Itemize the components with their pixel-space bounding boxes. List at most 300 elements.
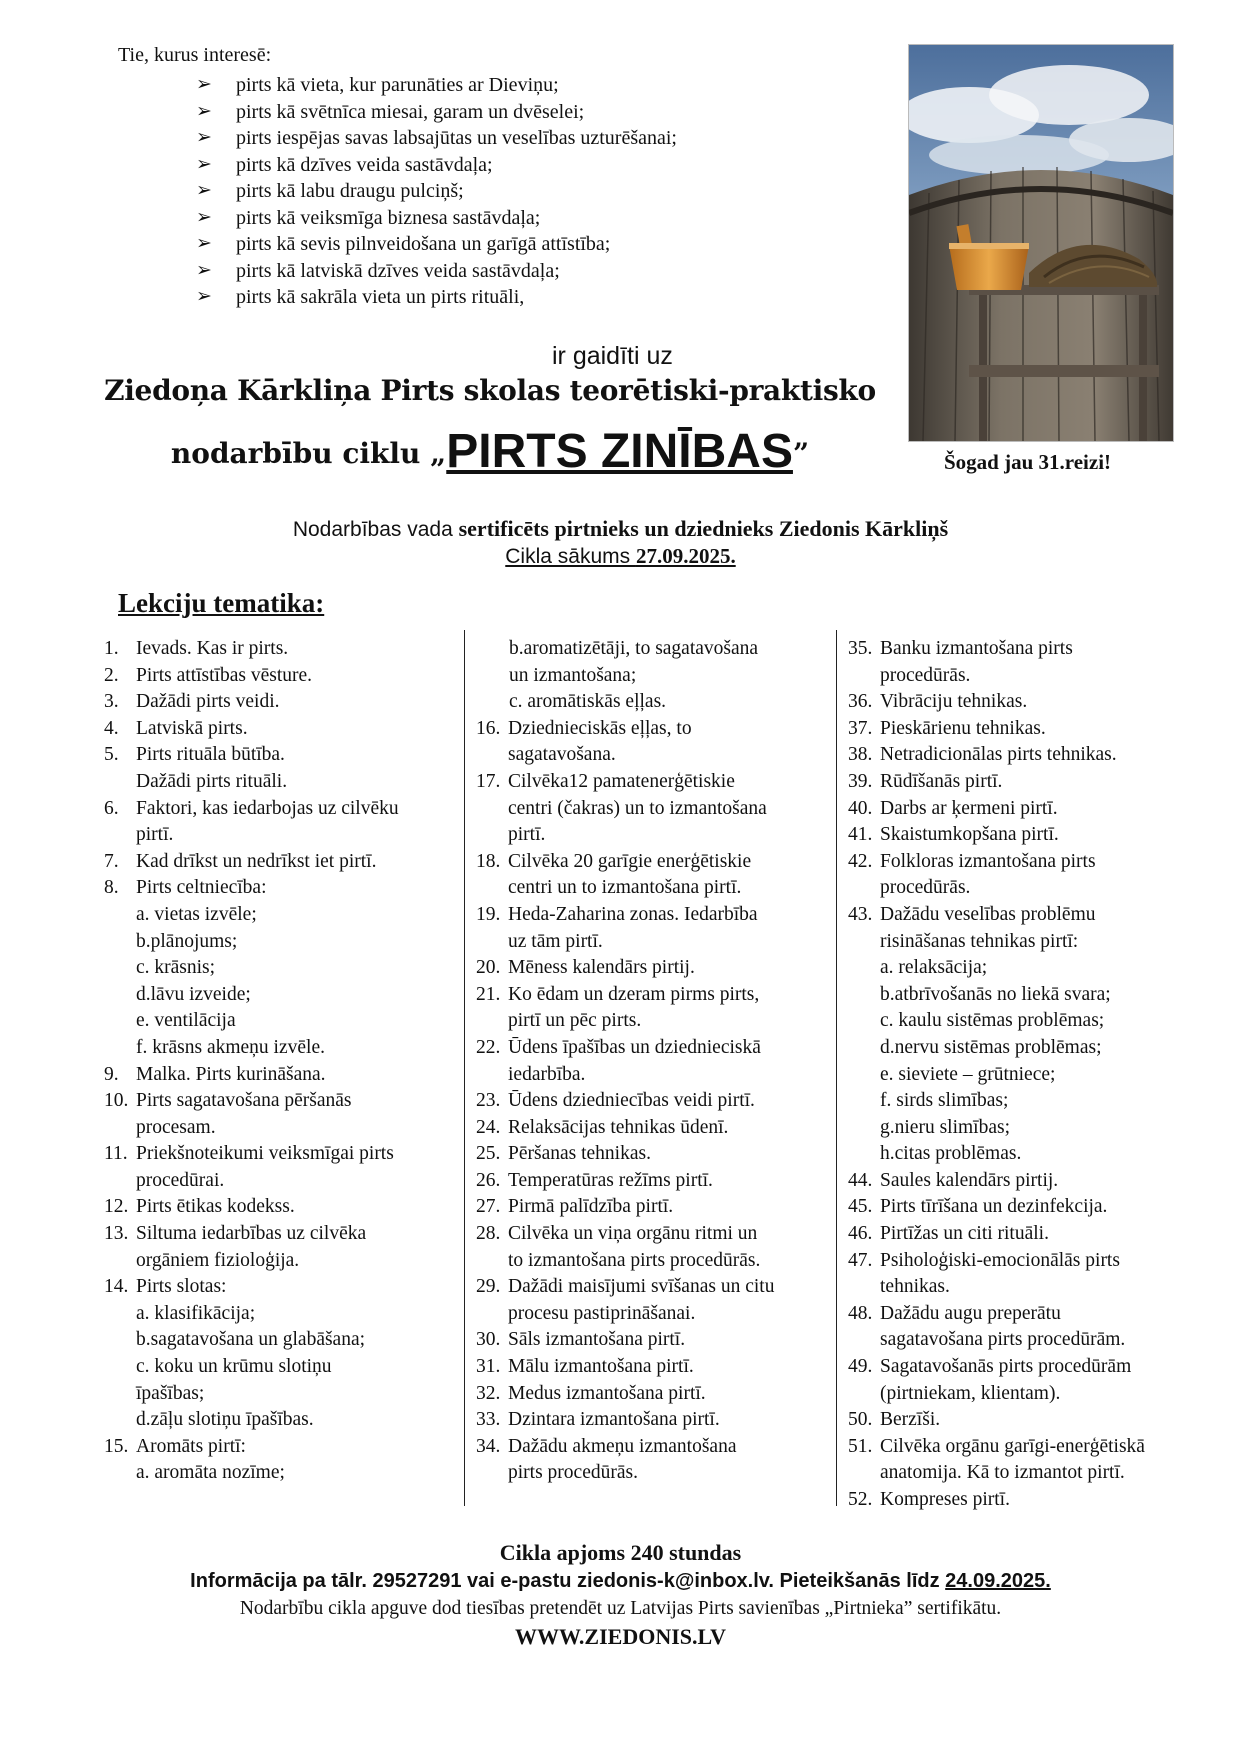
topic-number: 4. xyxy=(104,717,119,739)
topic-line xyxy=(848,1381,1228,1408)
cycle-name: PIRTS ZINĪBAS xyxy=(446,425,793,478)
topic-number: 23. xyxy=(476,1090,501,1112)
topic-line xyxy=(848,742,1228,769)
sauna-barrel-bucket-image xyxy=(909,45,1173,441)
topic-line xyxy=(476,1008,832,1035)
topic-text: orgāniem fizioloģija. xyxy=(136,1249,300,1271)
topic-number: 27. xyxy=(476,1196,501,1218)
topic-text: Dažādi pirts rituāli. xyxy=(136,770,288,792)
intro-item xyxy=(196,205,677,232)
topic-line xyxy=(104,1434,464,1461)
topic-text: Ko ēdam un dzeram pirms pirts, xyxy=(508,983,760,1005)
topic-line xyxy=(848,822,1228,849)
topic-line xyxy=(476,955,832,982)
topic-number: 7. xyxy=(104,850,119,872)
intro-item xyxy=(196,231,677,258)
topic-line xyxy=(476,1115,832,1142)
topic-line xyxy=(848,689,1228,716)
topic-text: īpašības; xyxy=(136,1382,205,1404)
topic-line xyxy=(476,1327,832,1354)
topic-number: 6. xyxy=(104,797,119,819)
topic-line xyxy=(476,1434,832,1461)
topic-number: 33. xyxy=(476,1409,501,1431)
intro-item-text: pirts kā latviskā dzīves veida sastāvdaļa; xyxy=(236,259,560,282)
intro-item-text: pirts kā dzīves veida sastāvdaļa; xyxy=(236,153,493,176)
topic-subitem: e. ventilācija xyxy=(136,1010,236,1032)
topic-line xyxy=(848,1354,1228,1381)
topic-text: Pirts celtniecība: xyxy=(136,877,267,899)
topic-text: Pirts slotas: xyxy=(136,1276,227,1298)
topic-text: procedūrās. xyxy=(880,877,971,899)
topic-text: Mēness kalendārs pirtij. xyxy=(508,957,695,979)
topics-column-2 xyxy=(476,636,832,1487)
cycle-prefix: nodarbību ciklu xyxy=(170,437,431,470)
intro-item xyxy=(196,72,677,99)
topic-subitem: f. krāsns akmeņu izvēle. xyxy=(136,1036,325,1058)
topic-text: procesu pastiprināšanai. xyxy=(508,1302,696,1324)
topic-number: 25. xyxy=(476,1143,501,1165)
topic-number: 17. xyxy=(476,770,501,792)
topic-line xyxy=(476,875,832,902)
topic-number: 35. xyxy=(848,638,873,659)
topic-number: 51. xyxy=(848,1435,873,1457)
topic-text: Cilvēka12 pamatenerģētiskie xyxy=(508,770,735,792)
topic-line xyxy=(476,1354,832,1381)
arrow-bullet-icon: ➢ xyxy=(196,153,212,175)
intro-item-text: pirts kā vieta, kur parunāties ar Dieviņu; xyxy=(236,74,559,96)
topic-text: pirtī un pēc pirts. xyxy=(508,1010,642,1032)
topic-number: 28. xyxy=(476,1223,501,1245)
topic-number: 39. xyxy=(848,770,873,792)
topic-line xyxy=(848,1248,1228,1275)
topic-line xyxy=(848,1301,1228,1328)
topic-number: 32. xyxy=(476,1382,501,1404)
topic-line xyxy=(104,822,464,849)
topic-text: sagatavošana pirts procedūrām. xyxy=(880,1329,1126,1351)
topic-line xyxy=(104,1327,464,1354)
topic-line xyxy=(476,1141,832,1168)
topic-number: 40. xyxy=(848,797,873,819)
topic-line xyxy=(848,1327,1228,1354)
instructor-line xyxy=(0,516,1241,542)
topic-line xyxy=(848,1008,1228,1035)
topic-number: 19. xyxy=(476,903,501,925)
start-date-line xyxy=(0,544,1241,569)
topic-line xyxy=(848,796,1228,823)
topic-number: 24. xyxy=(476,1116,501,1138)
topic-line xyxy=(104,1168,464,1195)
topic-line xyxy=(476,716,832,743)
intro-item xyxy=(196,125,677,152)
topic-line xyxy=(848,929,1228,956)
topic-number: 42. xyxy=(848,850,873,872)
start-prefix: Cikla sākums xyxy=(505,545,636,568)
topic-number: 5. xyxy=(104,744,119,766)
certificate-note: Nodarbību cikla apguve dod tiesības pretendēt uz Latvijas Pirts savienības „Pirtnieka” sertifikātu. xyxy=(239,1598,1002,1619)
topics-title: Lekciju tematika: xyxy=(118,588,325,618)
arrow-bullet-icon: ➢ xyxy=(196,206,212,228)
topic-subitem: a. vietas izvēle; xyxy=(136,903,257,925)
topic-text: tehnikas. xyxy=(880,1276,950,1298)
topic-number: 3. xyxy=(104,691,119,713)
topic-text: (pirtniekam, klientam). xyxy=(880,1382,1061,1404)
topic-subitem: d.nervu sistēmas problēmas; xyxy=(880,1036,1102,1058)
topic-text: Saules kalendārs pirtij. xyxy=(880,1169,1059,1191)
website-link[interactable]: WWW.ZIEDONIS.LV xyxy=(514,1624,727,1649)
cycle-volume: Cikla apjoms 240 stundas xyxy=(499,1540,742,1565)
photo-caption: Šogad jau 31.reizi! xyxy=(944,450,1112,474)
topic-subitem: b.sagatavošana un glabāšana; xyxy=(136,1329,366,1351)
topic-text: Darbs ar ķermeni pirtī. xyxy=(880,797,1058,819)
topic-number: 36. xyxy=(848,691,873,713)
topic-text: Pirts ētikas kodekss. xyxy=(136,1196,295,1218)
topic-text: Pirmā palīdzība pirtī. xyxy=(508,1196,674,1218)
intro-item xyxy=(196,152,677,179)
topic-text: Pirtīžas un citi rituāli. xyxy=(880,1223,1049,1245)
topic-line xyxy=(104,1301,464,1328)
topic-line xyxy=(104,1274,464,1301)
topic-text: Ūdens dziedniecības veidi pirtī. xyxy=(508,1090,755,1112)
instructor-name: sertificēts pirtnieks un dziednieks Ziedonis Kārkliņš xyxy=(458,516,949,541)
topic-line xyxy=(848,849,1228,876)
topic-line xyxy=(848,636,1228,663)
topic-line xyxy=(476,796,832,823)
topic-text: Sagatavošanās pirts procedūrām xyxy=(880,1356,1132,1378)
topic-line xyxy=(476,742,832,769)
school-title: Ziedoņa Kārkliņa Pirts skolas teorētiski-praktisko xyxy=(104,374,876,407)
arrow-bullet-icon: ➢ xyxy=(196,286,212,307)
topic-text: Dzintara izmantošana pirtī. xyxy=(508,1409,720,1431)
topic-line xyxy=(848,1035,1228,1062)
intro-item-text: pirts kā sakrāla vieta un pirts rituāli, xyxy=(236,286,525,308)
topic-line xyxy=(476,1274,832,1301)
topic-subitem: c. kaulu sistēmas problēmas; xyxy=(880,1010,1105,1032)
topic-text: pirtī. xyxy=(508,824,546,846)
arrow-bullet-icon: ➢ xyxy=(196,74,212,95)
topic-line xyxy=(476,849,832,876)
topic-line xyxy=(848,1088,1228,1115)
topic-number: 26. xyxy=(476,1169,501,1191)
topic-text: Mālu izmantošana pirtī. xyxy=(508,1356,694,1378)
topic-line xyxy=(476,822,832,849)
topic-text: un izmantošana; xyxy=(509,664,637,686)
topic-text: Sāls izmantošana pirtī. xyxy=(508,1329,686,1351)
topic-text: Dažādu akmeņu izmantošana xyxy=(508,1435,737,1457)
intro-item-text: pirts kā sevis pilnveidošana un garīgā attīstība; xyxy=(236,233,611,255)
topic-text: Cilvēka orgānu garīgi-enerģētiskā xyxy=(880,1435,1145,1457)
arrow-bullet-icon: ➢ xyxy=(196,127,212,148)
topic-subitem: e. sieviete – grūtniece; xyxy=(880,1063,1056,1085)
topic-line xyxy=(104,955,464,982)
topic-text: Pirts tīrīšana un dezinfekcija. xyxy=(880,1196,1108,1218)
topic-text: Vibrāciju tehnikas. xyxy=(880,691,1028,713)
topic-line xyxy=(848,1115,1228,1142)
topic-subitem: b.aromatizētāji, to sagatavošana xyxy=(509,638,759,659)
topic-subitem: h.citas problēmas. xyxy=(880,1143,1022,1165)
cycle-title xyxy=(60,424,920,479)
topic-number: 44. xyxy=(848,1169,873,1191)
intro-item-text: pirts kā veiksmīga biznesa sastāvdaļa; xyxy=(236,206,541,229)
intro-lead: Tie, kurus interesē: xyxy=(118,44,272,66)
topic-line xyxy=(476,929,832,956)
quote-close: ” xyxy=(792,437,810,470)
topic-number: 48. xyxy=(848,1302,873,1324)
topic-number: 50. xyxy=(848,1409,873,1431)
topic-line xyxy=(848,1407,1228,1434)
column-divider-1 xyxy=(464,630,465,1506)
topic-text: Pirts sagatavošana pēršanās xyxy=(136,1090,352,1112)
topic-text: Relaksācijas tehnikas ūdenī. xyxy=(508,1116,729,1138)
topic-line xyxy=(104,1194,464,1221)
topic-subitem: b.atbrīvošanās no liekā svara; xyxy=(880,983,1111,1005)
intro-item-text: pirts iespējas savas labsajūtas un veselības uzturēšanai; xyxy=(236,127,677,149)
topic-number: 43. xyxy=(848,903,873,925)
topic-number: 30. xyxy=(476,1329,501,1351)
topic-text: risināšanas tehnikas pirtī: xyxy=(880,930,1079,952)
topic-line xyxy=(104,1407,464,1434)
topic-text: Dažādi maisījumi svīšanas un citu xyxy=(508,1276,775,1298)
arrow-bullet-icon: ➢ xyxy=(196,180,212,201)
topic-line xyxy=(476,1301,832,1328)
intro-item xyxy=(196,258,677,285)
topic-text: Cilvēka un viņa orgānu ritmi un xyxy=(508,1223,758,1245)
topic-number: 52. xyxy=(848,1489,873,1510)
topic-text: procesam. xyxy=(136,1116,216,1138)
topic-text: Ievads. Kas ir pirts. xyxy=(136,638,289,659)
contact-text: Informācija pa tālr. 29527291 vai e-pastu ziedonis-k@inbox.lv. Pieteikšanās līdz xyxy=(190,1570,946,1592)
topic-number: 29. xyxy=(476,1276,501,1298)
instructor-prefix: Nodarbības vada xyxy=(292,518,459,541)
topic-subitem: a. aromāta nozīme; xyxy=(136,1462,285,1484)
topic-line xyxy=(104,663,464,690)
sauna-photo xyxy=(908,44,1174,442)
topic-line xyxy=(104,1141,464,1168)
topic-text: iedarbība. xyxy=(508,1063,586,1085)
topic-number: 46. xyxy=(848,1223,873,1245)
topic-number: 37. xyxy=(848,717,873,739)
topic-number: 1. xyxy=(104,638,119,659)
topic-text: Pirts rituāla būtība. xyxy=(136,744,285,766)
topic-text: Pieskārienu tehnikas. xyxy=(880,717,1046,739)
topic-line xyxy=(104,1008,464,1035)
topic-number: 11. xyxy=(104,1143,128,1165)
topic-text: Medus izmantošana pirtī. xyxy=(508,1382,706,1404)
topic-number: 9. xyxy=(104,1063,119,1085)
topic-line xyxy=(848,902,1228,929)
topic-text: sagatavošana. xyxy=(508,744,616,766)
topic-number: 21. xyxy=(476,983,501,1005)
topic-line xyxy=(104,1221,464,1248)
topic-number: 15. xyxy=(104,1435,129,1457)
topic-line xyxy=(104,849,464,876)
topic-number: 13. xyxy=(104,1223,129,1245)
topic-line xyxy=(476,689,832,716)
topic-line xyxy=(104,769,464,796)
arrow-bullet-icon: ➢ xyxy=(196,233,212,254)
topic-line xyxy=(848,1168,1228,1195)
topic-line xyxy=(476,1407,832,1434)
topic-text: pirts procedūrās. xyxy=(508,1462,638,1484)
arrow-bullet-icon: ➢ xyxy=(196,100,212,122)
topic-line xyxy=(476,1460,832,1487)
topic-text: procedūrās. xyxy=(880,664,971,686)
topic-line xyxy=(476,769,832,796)
topic-text: Faktori, kas iedarbojas uz cilvēku xyxy=(136,797,399,819)
intro-item xyxy=(196,99,677,126)
topic-line xyxy=(104,689,464,716)
intro-item xyxy=(196,178,677,205)
topic-number: 2. xyxy=(104,664,119,686)
topic-line xyxy=(848,1194,1228,1221)
topic-line xyxy=(848,1434,1228,1461)
topic-line xyxy=(848,663,1228,690)
topic-line xyxy=(476,1035,832,1062)
topic-subitem: d.zāļu slotiņu īpašības. xyxy=(136,1409,314,1431)
topic-text: Cilvēka 20 garīgie enerģētiskie xyxy=(508,850,752,872)
topic-line xyxy=(476,902,832,929)
application-deadline: 24.09.2025. xyxy=(945,1570,1051,1592)
topic-number: 45. xyxy=(848,1196,873,1218)
topic-text: Dažādu veselības problēmu xyxy=(880,903,1096,925)
topic-line xyxy=(104,875,464,902)
topic-text: Skaistumkopšana pirtī. xyxy=(880,824,1059,846)
topic-line xyxy=(848,1062,1228,1089)
topic-number: 8. xyxy=(104,877,119,899)
topic-number: 20. xyxy=(476,957,501,979)
intro-item-text: pirts kā svētnīca miesai, garam un dvēselei; xyxy=(236,100,585,123)
topic-line xyxy=(476,1168,832,1195)
column-divider-2 xyxy=(836,630,837,1506)
topic-line xyxy=(104,636,464,663)
topic-line xyxy=(848,769,1228,796)
topic-line xyxy=(476,1088,832,1115)
contact-info xyxy=(0,1570,1241,1593)
topic-line xyxy=(848,1221,1228,1248)
topic-text: Heda-Zaharina zonas. Iedarbība xyxy=(508,903,758,925)
topic-text: to izmantošana pirts procedūrās. xyxy=(508,1249,761,1271)
topic-number: 16. xyxy=(476,717,501,739)
topic-subitem: g.nieru slimības; xyxy=(880,1116,1010,1138)
topic-text: Berzīši. xyxy=(880,1409,941,1431)
topic-line xyxy=(104,1354,464,1381)
topic-number: 47. xyxy=(848,1249,873,1271)
topic-text: Dažādi pirts veidi. xyxy=(136,691,280,713)
topic-line xyxy=(476,1248,832,1275)
topic-text: centri (čakras) un to izmantošana xyxy=(508,797,767,819)
topic-line xyxy=(848,982,1228,1009)
topic-line xyxy=(104,1115,464,1142)
topic-line xyxy=(848,1487,1228,1514)
topics-column-3 xyxy=(848,636,1228,1514)
topic-line xyxy=(104,902,464,929)
topic-subitem: b.plānojums; xyxy=(136,930,238,952)
topic-line xyxy=(848,875,1228,902)
topic-subitem: a. klasifikācija; xyxy=(136,1302,256,1324)
topic-text: Kad drīkst un nedrīkst iet pirtī. xyxy=(136,850,377,872)
topic-text: Dažādu augu preperātu xyxy=(880,1302,1061,1324)
topic-text: centri un to izmantošana pirtī. xyxy=(508,877,742,899)
topic-line xyxy=(104,929,464,956)
topic-text: Psiholoģiski-emocionālās pirts xyxy=(880,1249,1120,1271)
topic-line xyxy=(848,1141,1228,1168)
topic-number: 14. xyxy=(104,1276,129,1298)
topic-subitem: f. sirds slimības; xyxy=(880,1090,1009,1112)
topic-line xyxy=(476,1194,832,1221)
topic-line xyxy=(104,1062,464,1089)
topic-text: uz tām pirtī. xyxy=(508,930,603,952)
topic-line xyxy=(476,663,832,690)
topic-text: Temperatūras režīms pirtī. xyxy=(508,1169,713,1191)
topic-line xyxy=(104,796,464,823)
topic-text: procedūrai. xyxy=(136,1169,225,1191)
topic-text: Siltuma iedarbības uz cilvēka xyxy=(136,1223,367,1245)
topic-line xyxy=(476,1381,832,1408)
topic-subitem: c. koku un krūmu slotiņu xyxy=(136,1356,332,1378)
topic-text: Rūdīšanās pirtī. xyxy=(880,770,1003,792)
topic-number: 49. xyxy=(848,1356,873,1378)
topic-text: Kompreses pirtī. xyxy=(880,1489,1010,1510)
topic-line xyxy=(104,1460,464,1487)
topic-number: 38. xyxy=(848,744,873,766)
arrow-bullet-icon: ➢ xyxy=(196,259,212,281)
topic-line xyxy=(104,1381,464,1408)
topic-number: 10. xyxy=(104,1090,129,1112)
topic-line xyxy=(476,1062,832,1089)
topic-line xyxy=(104,742,464,769)
intro-item-text: pirts kā labu draugu pulciņš; xyxy=(236,180,464,202)
topic-text: Pēršanas tehnikas. xyxy=(508,1143,651,1165)
topic-text: anatomija. Kā to izmantot pirtī. xyxy=(880,1462,1125,1484)
invited-text: ir gaidīti uz xyxy=(552,342,673,370)
topic-number: 12. xyxy=(104,1196,129,1218)
topic-line xyxy=(848,716,1228,743)
topic-text: Ūdens īpašības un dziednieciskā xyxy=(508,1036,761,1058)
topic-line xyxy=(848,1274,1228,1301)
topic-number: 41. xyxy=(848,824,873,846)
topic-text: Dziednieciskās eļļas, to xyxy=(508,717,692,739)
topic-line xyxy=(476,1221,832,1248)
topic-text: Aromāts pirtī: xyxy=(136,1435,246,1457)
topic-text: Pirts attīstības vēsture. xyxy=(136,664,313,686)
intro-list xyxy=(196,72,677,311)
topic-line xyxy=(104,1248,464,1275)
topic-subitem: a. relaksācija; xyxy=(880,957,988,979)
topic-line xyxy=(476,636,832,663)
topic-text: Netradicionālas pirts tehnikas. xyxy=(880,744,1117,766)
topic-text: Banku izmantošana pirts xyxy=(880,638,1073,659)
topic-text: Malka. Pirts kurināšana. xyxy=(136,1063,326,1085)
topic-line xyxy=(476,982,832,1009)
topic-subitem: c. krāsnis; xyxy=(136,957,216,979)
topic-text: Priekšnoteikumi veiksmīgai pirts xyxy=(136,1143,394,1165)
topic-line xyxy=(848,955,1228,982)
topics-column-1 xyxy=(104,636,464,1487)
topic-number: 34. xyxy=(476,1435,501,1457)
intro-item xyxy=(196,284,677,311)
topic-line xyxy=(848,1460,1228,1487)
topic-line xyxy=(104,716,464,743)
topic-text: Latviskā pirts. xyxy=(136,717,248,739)
topic-number: 22. xyxy=(476,1036,501,1058)
topic-number: 31. xyxy=(476,1356,501,1378)
topic-line xyxy=(104,1088,464,1115)
topic-text: pirtī. xyxy=(136,824,174,846)
topic-subitem: c. aromātiskās eļļas. xyxy=(509,691,667,713)
topic-line xyxy=(104,982,464,1009)
quote-open: „ xyxy=(430,437,447,470)
topic-number: 18. xyxy=(476,850,501,872)
topic-subitem: d.lāvu izveide; xyxy=(136,983,251,1005)
